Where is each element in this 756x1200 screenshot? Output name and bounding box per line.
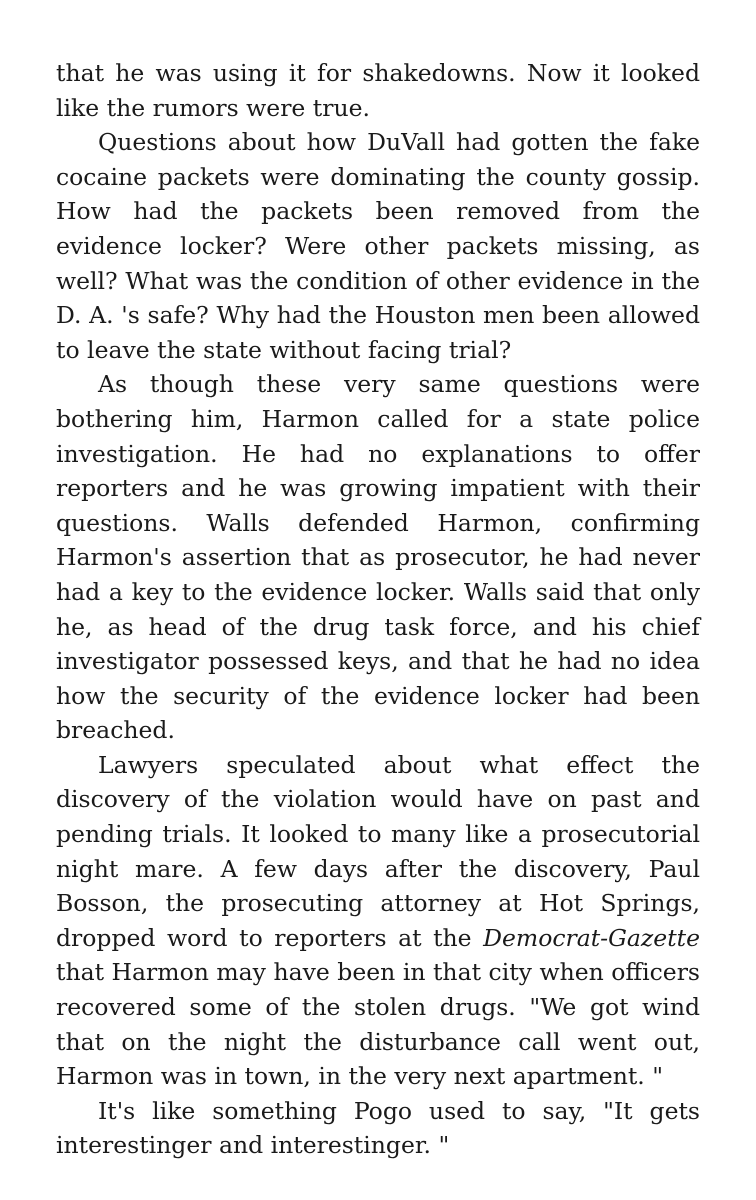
paragraph-1-text: that he was using it for shakedowns. Now it looked like the rumors were true.: [56, 59, 700, 122]
paragraph-1: [56, 56, 700, 125]
paragraph-4-text-b: that Harmon may have been in that city when officers recovered some of the stolen drugs. "We got wind that on the night the disturbance call went out, Harmon was in town, in the very next apartment. ": [56, 958, 700, 1091]
paragraph-5-text: It's like something Pogo used to say, "It gets interestinger and interestinger. ": [56, 1096, 700, 1160]
paragraph-3-text: As though these very same questions were bothering him, Harmon called for a state police investigation. He had no explanations to offer reporters and he was growing impatient with their questions. Walls defended Harmon, confirming Harmon's assertion that as prosecutor, he had never had a key to the evidence locker. Walls said that only he, as head of the drug task force, and his chief investigator possessed keys, and that he had no idea how the security of the evidence locker had been breached.: [56, 370, 700, 745]
paragraph-3: [56, 367, 700, 748]
paragraph-2-text: Questions about how DuVall had gotten the fake cocaine packets were dominating the county gossip. How had the packets been removed from the evidence locker? Were other packets missing, as well? What was the condition of other evidence in the D. A. 's safe? Why had the Houston men been allowed to leave the state without facing trial?: [56, 128, 700, 364]
paragraph-5: [56, 1094, 700, 1163]
paragraph-4: [56, 748, 700, 1094]
paragraph-2: [56, 125, 700, 367]
newspaper-title: Democrat-Gazette: [483, 923, 700, 952]
paragraph-4-text-a: Lawyers speculated about what effect the discovery of the violation would have on past and pending trials. It looked to many like a prosecutorial night mare. A few days after the discovery, Paul Bosson, the prosecuting attorney at Hot Springs, dropped word to reporters at the: [56, 750, 700, 952]
